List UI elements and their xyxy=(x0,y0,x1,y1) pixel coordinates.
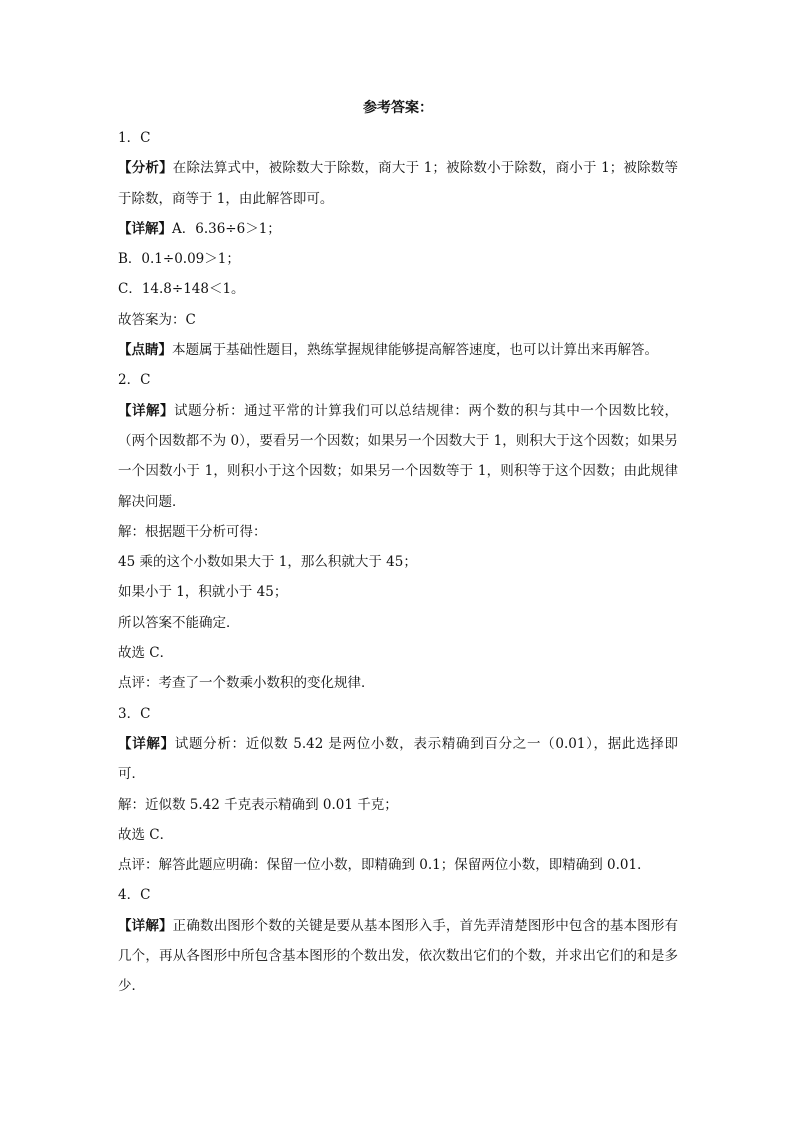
text-line: 所以答案不能确定． xyxy=(118,614,240,631)
answer-number: 2．C xyxy=(118,372,151,389)
text-line: 45 乘的这个小数如果大于 1，那么积就大于 45； xyxy=(118,554,417,571)
answer-number: 3．C xyxy=(118,705,151,722)
text-line: 解：近似数 5.42 千克表示精确到 0.01 千克； xyxy=(118,796,398,813)
page-title: 参考答案： xyxy=(363,100,433,116)
detail-paragraph: 【详解】正确数出图形个数的关键是要从基本图形入手，首先弄清楚图形中包含的基本图形有几个，再从各图形中所包含基本图形的个数出发，依次数出它们的个数，并求出它们的和是多少． xyxy=(118,917,679,995)
detail-line: 【详解】A．6.36÷6＞1； xyxy=(118,220,281,237)
text-line: 点评：考查了一个数乘小数积的变化规律． xyxy=(118,675,375,692)
answer-number: 4．C xyxy=(118,887,151,904)
comment-line: 【点睛】本题属于基础性题目，熟练掌握规律能够提高解答速度，也可以计算出来再解答。 xyxy=(118,342,658,359)
text-line: 解：根据题干分析可得： xyxy=(118,523,267,540)
answer-number: 1．C xyxy=(118,130,151,146)
answer-page xyxy=(118,98,678,1002)
text-line: C．14.8÷148＜1。 xyxy=(118,281,245,298)
text-line: 如果小于 1，积就小于 45； xyxy=(118,584,288,601)
text-line: 故选 C． xyxy=(118,826,174,843)
text-line: 故答案为：C xyxy=(118,311,196,328)
text-line: B．0.1÷0.09＞1； xyxy=(118,251,240,268)
analysis-paragraph: 【分析】在除法算式中，被除数大于除数，商大于 1；被除数小于除数，商小于 1；被除数等于除数，商等于 1，由此解答即可。 xyxy=(118,160,679,207)
detail-paragraph: 【详解】试题分析：通过平常的计算我们可以总结规律：两个数的积与其中一个因数比较，（两个因数都不为 0），要看另一个因数；如果另一个因数大于 1，则积大于这个因数；如果另一个因数小于 1，则积小于这个因数；如果另一个因数等于 1，则积等于这个因数；由此规律解决问题． xyxy=(118,402,679,510)
text-line: 故选 C． xyxy=(118,645,174,662)
text-line: 点评：解答此题应明确：保留一位小数，即精确到 0.1；保留两位小数，即精确到 0.01． xyxy=(118,857,651,874)
detail-paragraph: 【详解】试题分析：近似数 5.42 是两位小数，表示精确到百分之一（0.01），据此选择即可． xyxy=(118,735,678,783)
